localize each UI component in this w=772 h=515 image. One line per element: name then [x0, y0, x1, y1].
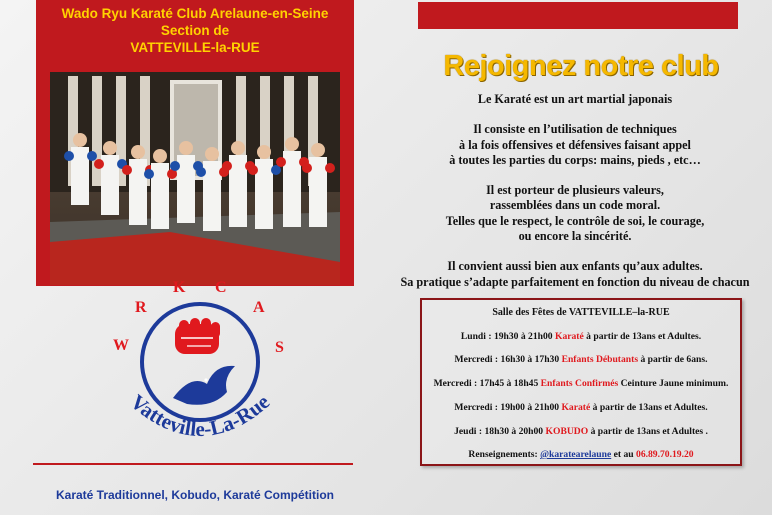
intro-line: à toutes les parties du corps: mains, pieds , etc… [449, 152, 701, 167]
logo-letter-c: C [215, 280, 227, 296]
wrkcas-logo [95, 280, 305, 465]
schedule-venue: Salle des Fêtes de VATTEVILLE–la-RUE [492, 307, 670, 318]
logo-letter-a: A [253, 299, 265, 316]
schedule-activity: Enfants Débutants [561, 354, 639, 365]
schedule-day: Mercredi : [454, 354, 499, 365]
photo-illustration [50, 72, 340, 285]
karate-group-photo [50, 72, 340, 285]
schedule-rest: à partir de 13ans et Adultes . [590, 426, 708, 437]
schedule-row [422, 426, 740, 437]
schedule-day: Lundi : [460, 331, 492, 342]
schedule-row [422, 378, 740, 389]
schedule-day: Mercredi : [454, 402, 498, 413]
logo-emblem [95, 280, 305, 465]
intro-line: Il consiste en l’utilisation de techniques [473, 122, 677, 137]
logo-letter-w: W [113, 337, 129, 354]
logo-letter-k: K [173, 280, 186, 296]
headline: Rejoignez notre club [443, 50, 719, 82]
schedule-activity: Enfants Confirmés [540, 378, 619, 389]
schedule-rest: à partir de 13ans et Adultes. [592, 402, 708, 413]
intro-line: Il convient aussi bien aux enfants qu’aux adultes. [447, 259, 703, 274]
intro-line: Le Karaté est un art martial japonais [477, 92, 673, 106]
schedule-box [420, 298, 742, 466]
schedule-time: 18h30 à 20h00 [484, 426, 544, 437]
schedule-day: Jeudi : [454, 426, 483, 437]
schedule-rest: à partir de 13ans et Adultes. [586, 331, 702, 342]
logo-letter-r: R [135, 299, 147, 316]
fist-icon [175, 318, 220, 354]
logo-bottom-text-path: Vatteville-La-Rue [125, 389, 275, 442]
logo-letter-s: S [275, 339, 284, 356]
schedule-row [422, 354, 740, 365]
schedule-activity: KOBUDO [545, 426, 589, 437]
schedule-rest: Ceinture Jaune minimum. [620, 378, 729, 389]
intro-line: Sa pratique s’adapte parfaitement en fonction du niveau de chacun [400, 274, 750, 289]
club-title-line-2: Section de [160, 23, 230, 38]
footer-disciplines: Karaté Traditionnel, Kobudo, Karaté Compétition [55, 488, 335, 502]
schedule-time: 17h45 à 18h45 [479, 378, 539, 389]
schedule-activity: Karaté [554, 331, 584, 342]
contact-label: Renseignements: [468, 449, 538, 460]
club-title [36, 5, 354, 56]
club-title-line-1: Wado Ryu Karaté Club Arelaune-en-Seine [61, 6, 329, 21]
contact-phone[interactable]: 06.89.70.19.20 [636, 449, 694, 460]
schedule-time: 16h30 à 17h30 [500, 354, 560, 365]
schedule-day: Mercredi : [433, 378, 478, 389]
schedule-contact [422, 449, 740, 460]
intro-line: à la fois offensives et défensives faisant appel [459, 137, 691, 152]
schedule-time: 19h30 à 21h00 [493, 331, 553, 342]
schedule-time: 19h00 à 21h00 [500, 402, 560, 413]
facebook-link[interactable]: @karatearelaune [540, 449, 612, 460]
intro-text [386, 92, 764, 290]
contact-mid: et au [613, 449, 634, 460]
schedule-rest: à partir de 6ans. [640, 354, 708, 365]
intro-line: Il est porteur de plusieurs valeurs, [486, 183, 664, 198]
intro-line: ou encore la sincérité. [518, 229, 632, 244]
top-red-bar [418, 2, 738, 29]
schedule-row [422, 331, 740, 342]
schedule-row [422, 402, 740, 413]
club-title-line-3: VATTEVILLE-la-RUE [130, 40, 260, 55]
intro-line: Telles que le respect, le contrôle de soi, le courage, [445, 213, 705, 228]
left-divider [33, 463, 353, 465]
schedule-activity: Karaté [561, 402, 591, 413]
intro-line: rassemblées dans un code moral. [489, 198, 661, 213]
dove-icon [173, 366, 235, 405]
